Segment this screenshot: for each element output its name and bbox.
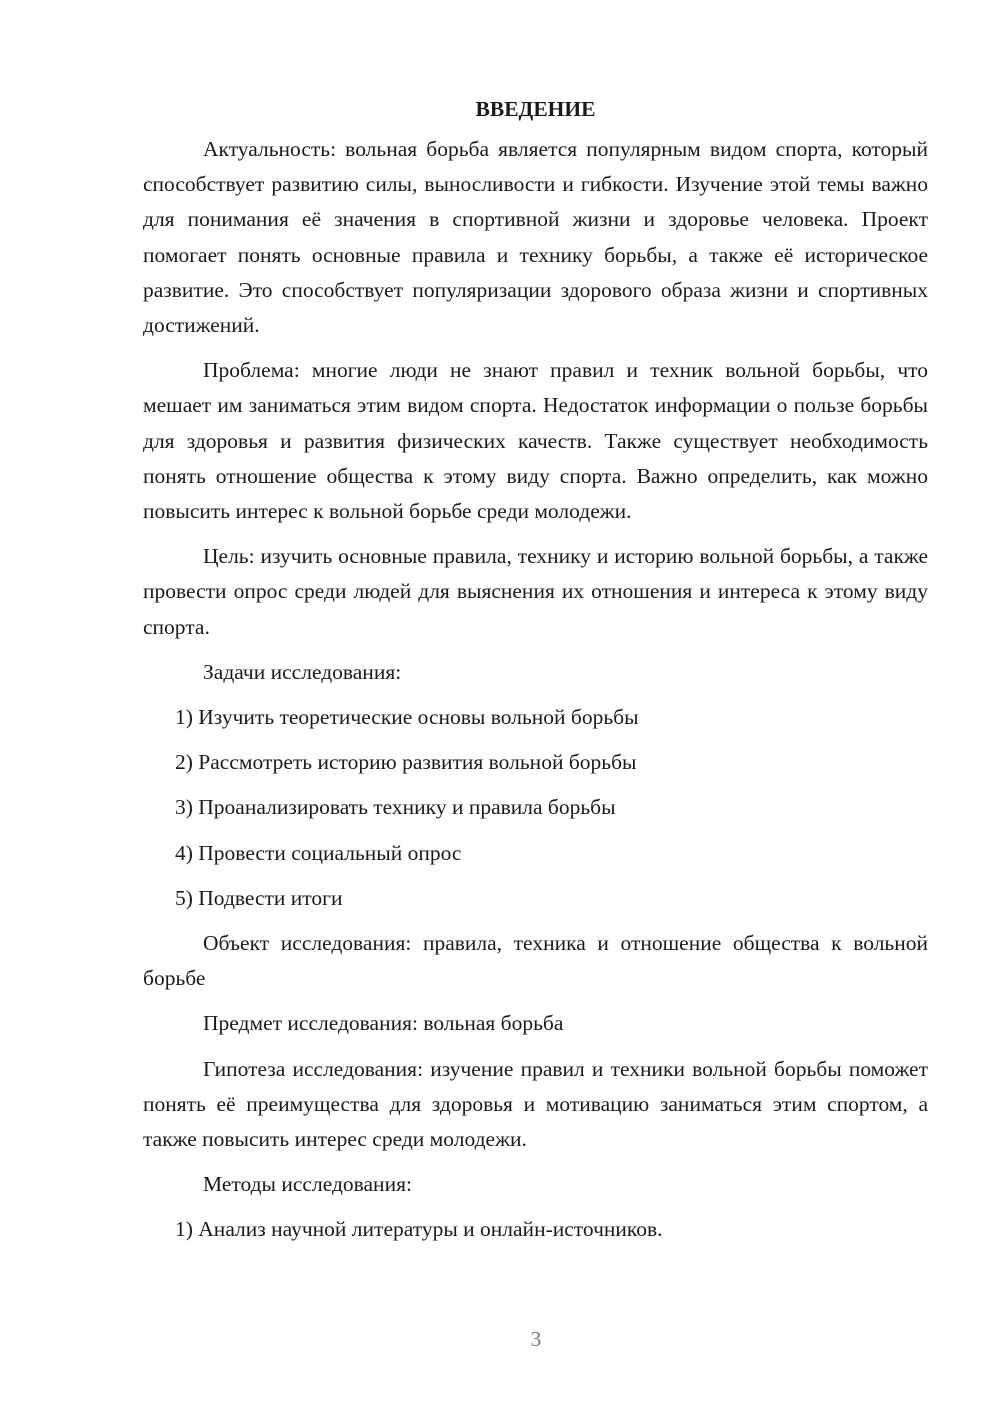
page-number: 3 [530,1327,542,1351]
goal-paragraph: Цель: изучить основные правила, технику и историю вольной борьбы, а также провести опрос среди людей для выяснения их отношения и интереса к этому виду спорта. [143,544,928,639]
task-item: 1) Изучить теоретические основы вольной борьбы [175,705,639,730]
task-item: 2) Рассмотреть историю развития вольной борьбы [175,750,637,775]
method-item: 1) Анализ научной литературы и онлайн-источников. [175,1217,663,1242]
subject-line: Предмет исследования: вольная борьба [203,1011,564,1036]
methods-heading: Методы исследования: [203,1172,412,1197]
task-item: 3) Проанализировать технику и правила борьбы [175,795,616,820]
relevance-paragraph: Актуальность: вольная борьба является популярным видом спорта, который способствует развитию силы, выносливости и гибкости. Изучение этой темы важно для понимания её значения в спортивной жизни и здоровье человека. Проект помогает понять основные правила и технику борьбы, а также её историческое развитие. Это способствует популяризации здорового образа жизни и спортивных достижений. [143,137,928,338]
tasks-heading: Задачи исследования: [203,659,402,684]
object-paragraph: Объект исследования: правила, техника и отношение общества к вольной борьбе [143,931,928,991]
document-page [143,92,928,1258]
document-title: ВВЕДЕНИЕ [475,97,596,121]
task-item: 5) Подвести итоги [175,885,343,910]
problem-paragraph: Проблема: многие люди не знают правил и техник вольной борьбы, что мешает им заниматься этим видом спорта. Недостаток информации о пользе борьбы для здоровья и развития физических качеств. Также существует необходимость понять отношение общества к этому виду спорта. Важно определить, как можно повысить интерес к вольной борьбе среди молодежи. [143,358,928,524]
task-item: 4) Провести социальный опрос [175,840,462,865]
hypothesis-paragraph: Гипотеза исследования: изучение правил и техники вольной борьбы поможет понять её преимущества для здоровья и мотивацию заниматься этим спортом, а также повысить интерес среди молодежи. [143,1056,928,1152]
